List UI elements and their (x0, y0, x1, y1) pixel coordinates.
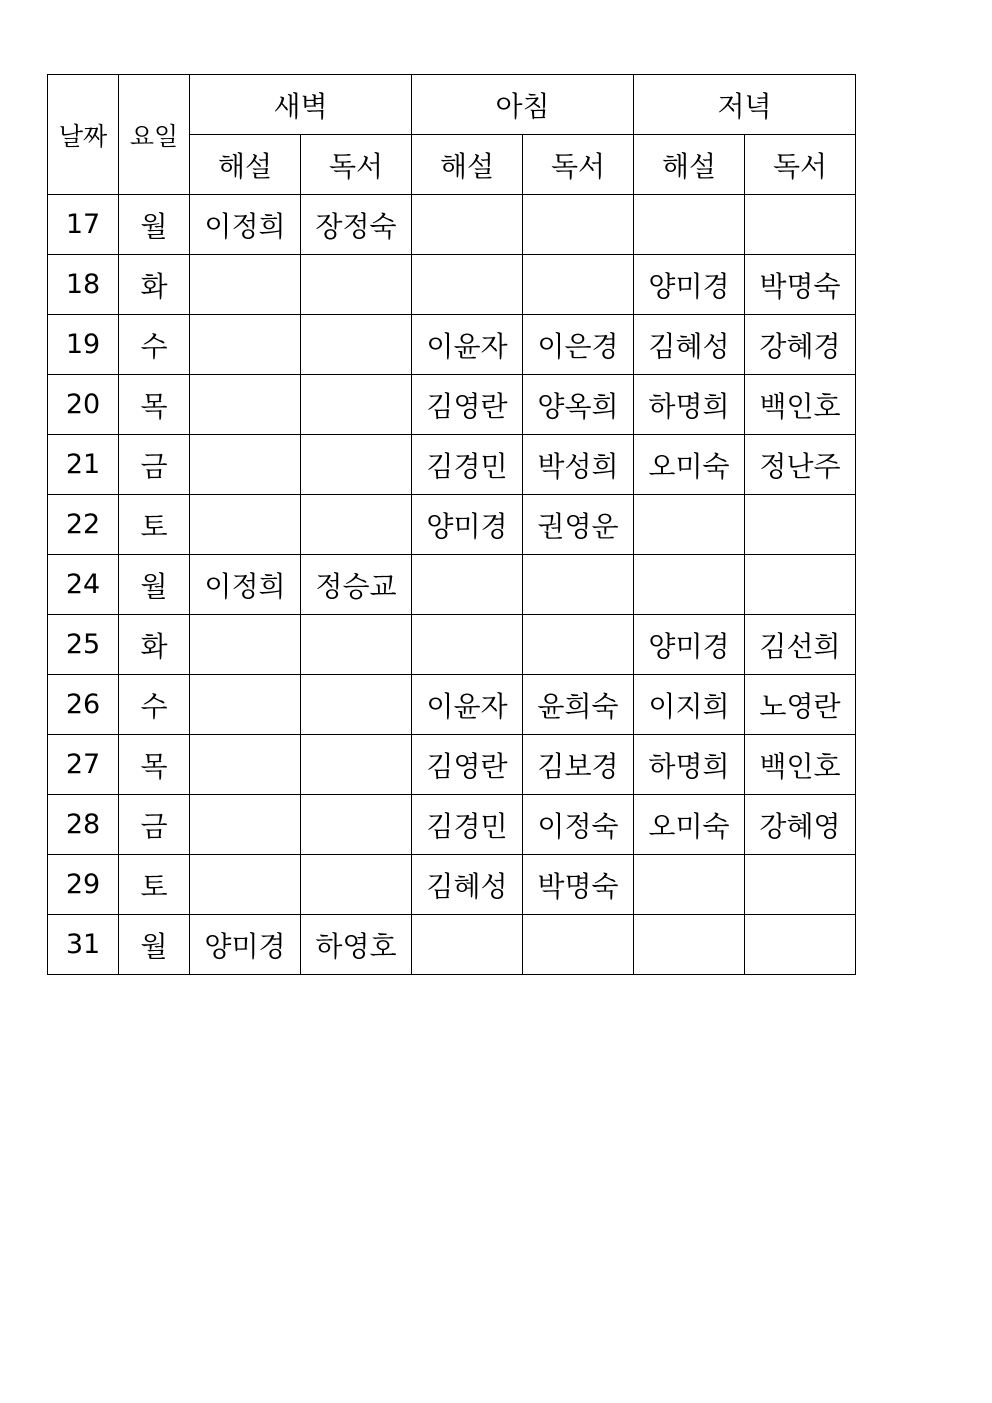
assignee-cell (523, 615, 634, 675)
assignee-cell: 정승교 (301, 555, 412, 615)
assignee-cell (523, 555, 634, 615)
table-body (48, 195, 856, 975)
assignee-cell: 김선희 (745, 615, 856, 675)
assignee-cell (412, 615, 523, 675)
assignee-cell (301, 795, 412, 855)
assignee-cell: 이윤자 (412, 315, 523, 375)
assignee-cell (301, 495, 412, 555)
weekday-cell: 화 (119, 255, 190, 315)
assignee-cell: 박성희 (523, 435, 634, 495)
weekday-cell: 목 (119, 735, 190, 795)
date-cell: 27 (48, 735, 119, 795)
assignee-cell (634, 855, 745, 915)
assignee-cell (301, 855, 412, 915)
assignee-cell: 김영란 (412, 735, 523, 795)
date-cell: 26 (48, 675, 119, 735)
assignee-cell: 하명희 (634, 735, 745, 795)
assignee-cell: 이지희 (634, 675, 745, 735)
header-role: 해설 (412, 135, 523, 195)
assignee-cell (523, 915, 634, 975)
assignee-cell (745, 855, 856, 915)
assignee-cell: 강혜영 (745, 795, 856, 855)
assignee-cell: 양미경 (190, 915, 301, 975)
assignee-cell: 박명숙 (523, 855, 634, 915)
assignee-cell (301, 255, 412, 315)
assignee-cell (634, 495, 745, 555)
assignee-cell: 김경민 (412, 795, 523, 855)
date-cell: 24 (48, 555, 119, 615)
assignee-cell (412, 195, 523, 255)
assignee-cell: 오미숙 (634, 435, 745, 495)
assignee-cell: 이정희 (190, 195, 301, 255)
assignee-cell: 노영란 (745, 675, 856, 735)
table-row (48, 375, 856, 435)
weekday-cell: 수 (119, 315, 190, 375)
assignee-cell: 양미경 (634, 615, 745, 675)
assignee-cell (190, 675, 301, 735)
weekday-cell: 월 (119, 555, 190, 615)
assignee-cell: 김보경 (523, 735, 634, 795)
assignee-cell (301, 315, 412, 375)
assignee-cell: 백인호 (745, 375, 856, 435)
assignee-cell (412, 255, 523, 315)
assignee-cell (745, 555, 856, 615)
assignee-cell (745, 915, 856, 975)
table-row (48, 615, 856, 675)
table-row (48, 855, 856, 915)
assignee-cell (190, 435, 301, 495)
assignee-cell: 강혜경 (745, 315, 856, 375)
weekday-cell: 토 (119, 495, 190, 555)
assignee-cell (190, 315, 301, 375)
assignee-cell: 양옥희 (523, 375, 634, 435)
weekday-cell: 화 (119, 615, 190, 675)
assignee-cell: 김혜성 (634, 315, 745, 375)
assignee-cell: 박명숙 (745, 255, 856, 315)
assignee-cell: 이정희 (190, 555, 301, 615)
date-cell: 28 (48, 795, 119, 855)
date-cell: 21 (48, 435, 119, 495)
assignee-cell (301, 375, 412, 435)
header-group-morning: 아침 (412, 75, 634, 135)
date-cell: 19 (48, 315, 119, 375)
assignee-cell: 장정숙 (301, 195, 412, 255)
assignee-cell (745, 195, 856, 255)
date-cell: 20 (48, 375, 119, 435)
assignee-cell (190, 795, 301, 855)
table-row (48, 255, 856, 315)
assignee-cell (190, 375, 301, 435)
assignee-cell: 김영란 (412, 375, 523, 435)
assignee-cell (634, 915, 745, 975)
assignee-cell: 양미경 (634, 255, 745, 315)
assignee-cell (301, 735, 412, 795)
assignee-cell (301, 675, 412, 735)
table-header (48, 75, 856, 195)
assignee-cell: 정난주 (745, 435, 856, 495)
assignee-cell (412, 555, 523, 615)
assignee-cell (190, 855, 301, 915)
weekday-cell: 금 (119, 435, 190, 495)
assignee-cell: 양미경 (412, 495, 523, 555)
assignee-cell (190, 255, 301, 315)
date-cell: 22 (48, 495, 119, 555)
weekday-cell: 월 (119, 195, 190, 255)
assignee-cell: 김경민 (412, 435, 523, 495)
assignee-cell: 김혜성 (412, 855, 523, 915)
table-row (48, 915, 856, 975)
header-date: 날짜 (48, 75, 119, 195)
assignee-cell (523, 195, 634, 255)
header-role: 해설 (634, 135, 745, 195)
weekday-cell: 수 (119, 675, 190, 735)
table-row (48, 795, 856, 855)
assignee-cell: 이은경 (523, 315, 634, 375)
assignee-cell (301, 435, 412, 495)
assignee-cell: 이윤자 (412, 675, 523, 735)
assignee-cell: 오미숙 (634, 795, 745, 855)
header-weekday: 요일 (119, 75, 190, 195)
header-group-evening: 저녁 (634, 75, 856, 135)
header-role: 독서 (523, 135, 634, 195)
assignee-cell (190, 735, 301, 795)
assignee-cell: 하영호 (301, 915, 412, 975)
header-role: 독서 (301, 135, 412, 195)
header-group-dawn: 새벽 (190, 75, 412, 135)
assignee-cell (412, 915, 523, 975)
date-cell: 18 (48, 255, 119, 315)
assignee-cell (301, 615, 412, 675)
assignee-cell (523, 255, 634, 315)
date-cell: 31 (48, 915, 119, 975)
weekday-cell: 토 (119, 855, 190, 915)
assignee-cell: 백인호 (745, 735, 856, 795)
assignee-cell (190, 615, 301, 675)
assignee-cell (745, 495, 856, 555)
table-row (48, 675, 856, 735)
table-row (48, 735, 856, 795)
assignee-cell: 하명희 (634, 375, 745, 435)
date-cell: 25 (48, 615, 119, 675)
weekday-cell: 금 (119, 795, 190, 855)
header-role: 해설 (190, 135, 301, 195)
weekday-cell: 목 (119, 375, 190, 435)
header-role: 독서 (745, 135, 856, 195)
assignee-cell: 윤희숙 (523, 675, 634, 735)
weekday-cell: 월 (119, 915, 190, 975)
table-row (48, 195, 856, 255)
assignee-cell: 이정숙 (523, 795, 634, 855)
schedule-table (47, 74, 856, 975)
assignee-cell (190, 495, 301, 555)
table-row (48, 495, 856, 555)
date-cell: 17 (48, 195, 119, 255)
table-row (48, 555, 856, 615)
table-row (48, 435, 856, 495)
assignee-cell: 권영운 (523, 495, 634, 555)
table-row (48, 315, 856, 375)
assignee-cell (634, 555, 745, 615)
header-row-groups (48, 75, 856, 135)
date-cell: 29 (48, 855, 119, 915)
assignee-cell (634, 195, 745, 255)
